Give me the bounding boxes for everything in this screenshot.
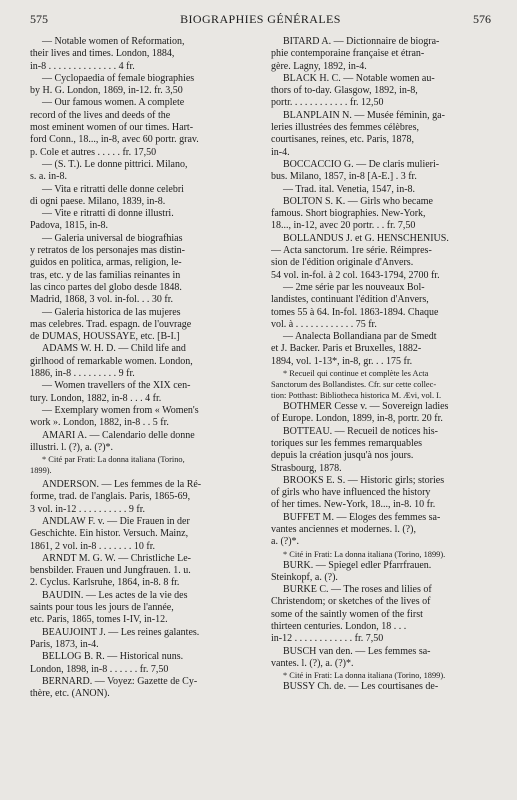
entry-line: etc. Paris, 1865, tomes I-IV, in-12. (30, 614, 168, 626)
right-column (271, 36, 500, 796)
entry-line: 1861, 2 vol. in-8 . . . . . . . 10 fr. (30, 540, 155, 552)
entry-line: BROOKS E. S. — Historic girls; stories (283, 474, 445, 486)
footnote-line: * Cité in Frati: La donna italiana (Torino, 1899). (283, 549, 446, 559)
entry-line: most eminent women of our times. Hart- (30, 122, 194, 134)
entry-line: — Galeria universal de biografhias (42, 232, 183, 244)
entry-line: — Our famous women. A complete (42, 97, 185, 109)
entry-line: BOLTON S. K. — Girls who became (283, 195, 433, 207)
entry-line: ANDLAW F. v. — Die Frauen in der (42, 515, 190, 527)
entry-line: vantes. l. (?), a. (?)*. (271, 657, 354, 669)
entry-line: BLACK H. C. — Notable women au- (283, 72, 435, 84)
entry-line: BOLLANDUS J. et G. HENSCHENIUS. (283, 232, 449, 244)
entry-line: forme, trad. de l'anglais. Paris, 1865-69, (30, 491, 191, 503)
entry-line: thors of to-day. Glasgow, 1892, in-8, (271, 85, 418, 97)
entry-line: ANDERSON. — Les femmes de la Ré- (42, 479, 202, 491)
entry-line: Christendom; or sketches of the lives of (271, 596, 431, 608)
entry-line: s. a. in-8. (30, 171, 67, 183)
entry-line: — Notable women of Reformation, (42, 36, 185, 47)
entry-line: BUFFET M. — Éloges des femmes sa- (283, 511, 441, 523)
entry-line: vantes anciennes et modernes. l. (?), (271, 523, 416, 535)
entry-line: ARNDT M. G. W. — Christliche Le- (42, 552, 191, 564)
footnote-line: tion: Potthast: Bibliotheca historica M. Ævi, vol. I. (271, 391, 442, 401)
entry-line: bus. Milano, 1857, in-8 [A-E.] . 3 fr. (271, 171, 417, 183)
entry-line: of her times. New-York, 18..., in-8. 10 fr. (271, 499, 436, 511)
entry-line: ADAMS W. H. D. — Child life and (42, 343, 186, 355)
entry-line: vol. à . . . . . . . . . . . . 75 fr. (271, 318, 377, 330)
entry-line: tomes 55 à 64. In-fol. 1863-1894. Chaque (271, 306, 439, 318)
entry-line: di ogni paese. Milano, 1839, in-8. (30, 195, 166, 207)
entry-line: sion de l'édition originale d'Anvers. (271, 257, 414, 269)
entry-line: gère. Lagny, 1892, in-4. (271, 60, 367, 72)
footnote-line: * Cité par Frati: La donna italiana (Torino, (42, 455, 185, 465)
entry-line: 3 vol. in-12 . . . . . . . . . . 9 fr. (30, 503, 145, 515)
entry-line: de DUMAS, HOUSSAYE, etc. [B-I.] (30, 331, 180, 343)
entry-line: — Exemplary women from « Women's (42, 404, 199, 416)
entry-line: Padova, 1815, in-8. (30, 220, 109, 232)
entry-line: et J. Backer. Paris et Bruxelles, 1882- (271, 343, 422, 355)
entry-line: Strasbourg, 1878. (271, 462, 342, 474)
entry-line: in-8 . . . . . . . . . . . . . . 4 fr. (30, 60, 135, 72)
entry-line: BOTTEAU. — Recueil de notices his- (283, 425, 438, 437)
page-number-left: 575 (30, 12, 48, 26)
footnote-line: 1899). (30, 466, 52, 476)
entry-line: — Vita e ritratti delle donne celebri (42, 183, 184, 195)
entry-line: 18..., in-12, avec 20 portr. . . fr. 7,50 (271, 220, 416, 232)
entry-line: by H. G. London, 1869, in-12. fr. 3,50 (30, 85, 183, 97)
entry-line: depuis la création jusqu'à nos jours. (271, 450, 414, 462)
entry-line: BLANPLAIN N. — Musée féminin, ga- (283, 109, 445, 121)
entry-line: — (S. T.). Le donne pittrici. Milano, (42, 158, 188, 170)
left-column (30, 36, 258, 796)
entry-line: p. Cole et autres . . . . . fr. 17,50 (30, 146, 157, 158)
entry-line: BAUDIN. — Les actes de la vie des (42, 589, 188, 601)
footnote-line: * Recueil qui continue et complète les Acta (283, 369, 429, 379)
entry-line: a. (?)*. (271, 536, 300, 548)
entry-line: Madrid, 1868, 3 vol. in-fol. . . 30 fr. (30, 294, 174, 306)
entry-line: 2. Cyclus. Karlsruhe, 1864, in-8. 8 fr. (30, 577, 180, 589)
entry-line: BOTHMER Cesse v. — Sovereign ladies (283, 401, 449, 413)
entry-line: portr. . . . . . . . . . . . fr. 12,50 (271, 97, 384, 109)
entry-line: 1886, in-8 . . . . . . . . . 9 fr. (30, 368, 135, 380)
entry-line: BUSSY Ch. de. — Les courtisanes de- (283, 681, 439, 693)
entry-line: AMARI A. — Calendario delle donne (42, 429, 195, 441)
entry-line: thère, etc. (ANON). (30, 688, 110, 700)
entry-line: BOCCACCIO G. — De claris mulieri- (283, 158, 440, 170)
entry-line: — Cyclopaedia of female biographies (42, 72, 195, 84)
entry-line: ford Conn., 18..., in-8, avec 60 portr. grav. (30, 134, 199, 146)
entry-line: leries illustrées des femmes célèbres, (271, 122, 419, 134)
page-number-right: 576 (473, 12, 491, 26)
entry-line: 1894, vol. 1-13*, in-8, gr. . . 175 fr. (271, 355, 413, 367)
entry-line: 54 vol. in-fol. à 2 col. 1643-1794, 2700 fr. (271, 269, 440, 281)
entry-line: — Acta sanctorum. 1re série. Réimpres- (271, 245, 432, 257)
entry-line: toriques sur les femmes remarquables (271, 437, 423, 449)
entry-line: BUSCH van den. — Les femmes sa- (283, 645, 431, 657)
entry-line: landistes, continuant l'édition d'Anvers, (271, 294, 429, 306)
running-title: BIOGRAPHIES GÉNÉRALES (180, 12, 341, 26)
entry-line: — Women travellers of the XIX cen- (42, 380, 191, 392)
entry-line: mas celebres. Trad. espagn. de l'ouvrage (30, 318, 192, 330)
entry-line: Paris, 1873, in-4. (30, 638, 99, 650)
entry-line: girlhood of remarkable women. London, (30, 355, 193, 367)
entry-line: in-12 . . . . . . . . . . . . fr. 7,50 (271, 633, 384, 645)
entry-line: bensbilder. Frauen und Jungfrauen. 1. u. (30, 565, 191, 577)
page-header (30, 12, 491, 32)
entry-line: — Trad. ital. Venetia, 1547, in-8. (283, 183, 416, 195)
entry-line: Steinkopf, a. (?). (271, 571, 338, 583)
entry-line: y retratos de los personajes mas distin- (30, 245, 185, 257)
entry-line: BEAUJOINT J. — Les reines galantes. (42, 626, 200, 638)
entry-line: work ». London, 1882, in-8 . . 5 fr. (30, 417, 169, 429)
entry-line: Geschichte. Ein histor. Versuch. Mainz, (30, 528, 189, 540)
entry-line: tras, etc. y de las familias reinantes in (30, 269, 181, 281)
entry-line: BITARD A. — Dictionnaire de biogra- (283, 36, 440, 47)
entry-line: phie contemporaine française et étran- (271, 48, 425, 60)
entry-line: BERNARD. — Voyez: Gazette de Cy- (42, 675, 198, 687)
entry-line: their lives and times. London, 1884, (30, 48, 175, 60)
entry-line: famous. Short biographies. New-York, (271, 208, 426, 220)
entry-line: illustri. l. (?), a. (?)*. (30, 441, 114, 453)
entry-line: las cinco partes del globo desde 1848. (30, 281, 182, 293)
footnote-line: * Cité in Frati: La donna italiana (Torino, 1899). (283, 671, 446, 681)
entry-line: BURK. — Spiegel edler Pfarrfrauen. (283, 559, 432, 571)
entry-line: of girls who have influenced the history (271, 487, 431, 499)
entry-line: — 2me série par les nouveaux Bol- (283, 281, 425, 293)
entry-line: courtisanes, reines, etc. Paris, 1878, (271, 134, 415, 146)
entry-line: BURKE C. — The roses and lilies of (283, 584, 432, 596)
entry-line: some of the saintly women of the first (271, 608, 423, 620)
entry-line: saints pour tous les jours de l'année, (30, 602, 174, 614)
entry-line: — Vite e ritratti di donne illustri. (42, 208, 174, 220)
entry-line: record of the lives and deeds of the (30, 109, 171, 121)
entry-line: London, 1898, in-8 . . . . . . fr. 7,50 (30, 663, 169, 675)
footnote-line: Sanctorum des Bollandistes. Cfr. sur cette collec- (271, 380, 437, 390)
entry-line: thirteen centuries. London, 18 . . . (271, 621, 407, 633)
entry-line: tury. London, 1882, in-8 . . . 4 fr. (30, 392, 162, 404)
entry-line: in-4. (271, 146, 290, 158)
entry-line: — Analecta Bollandiana par de Smedt (283, 331, 437, 343)
entry-line: of Europe. London, 1899, in-8, portr. 20 fr. (271, 413, 443, 425)
entry-line: guidos en politica, armas, religion, le- (30, 257, 182, 269)
entry-line: — Galeria historica de las mujeres (42, 306, 181, 318)
entry-line: BELLOG B. R. — Historical nuns. (42, 651, 184, 663)
